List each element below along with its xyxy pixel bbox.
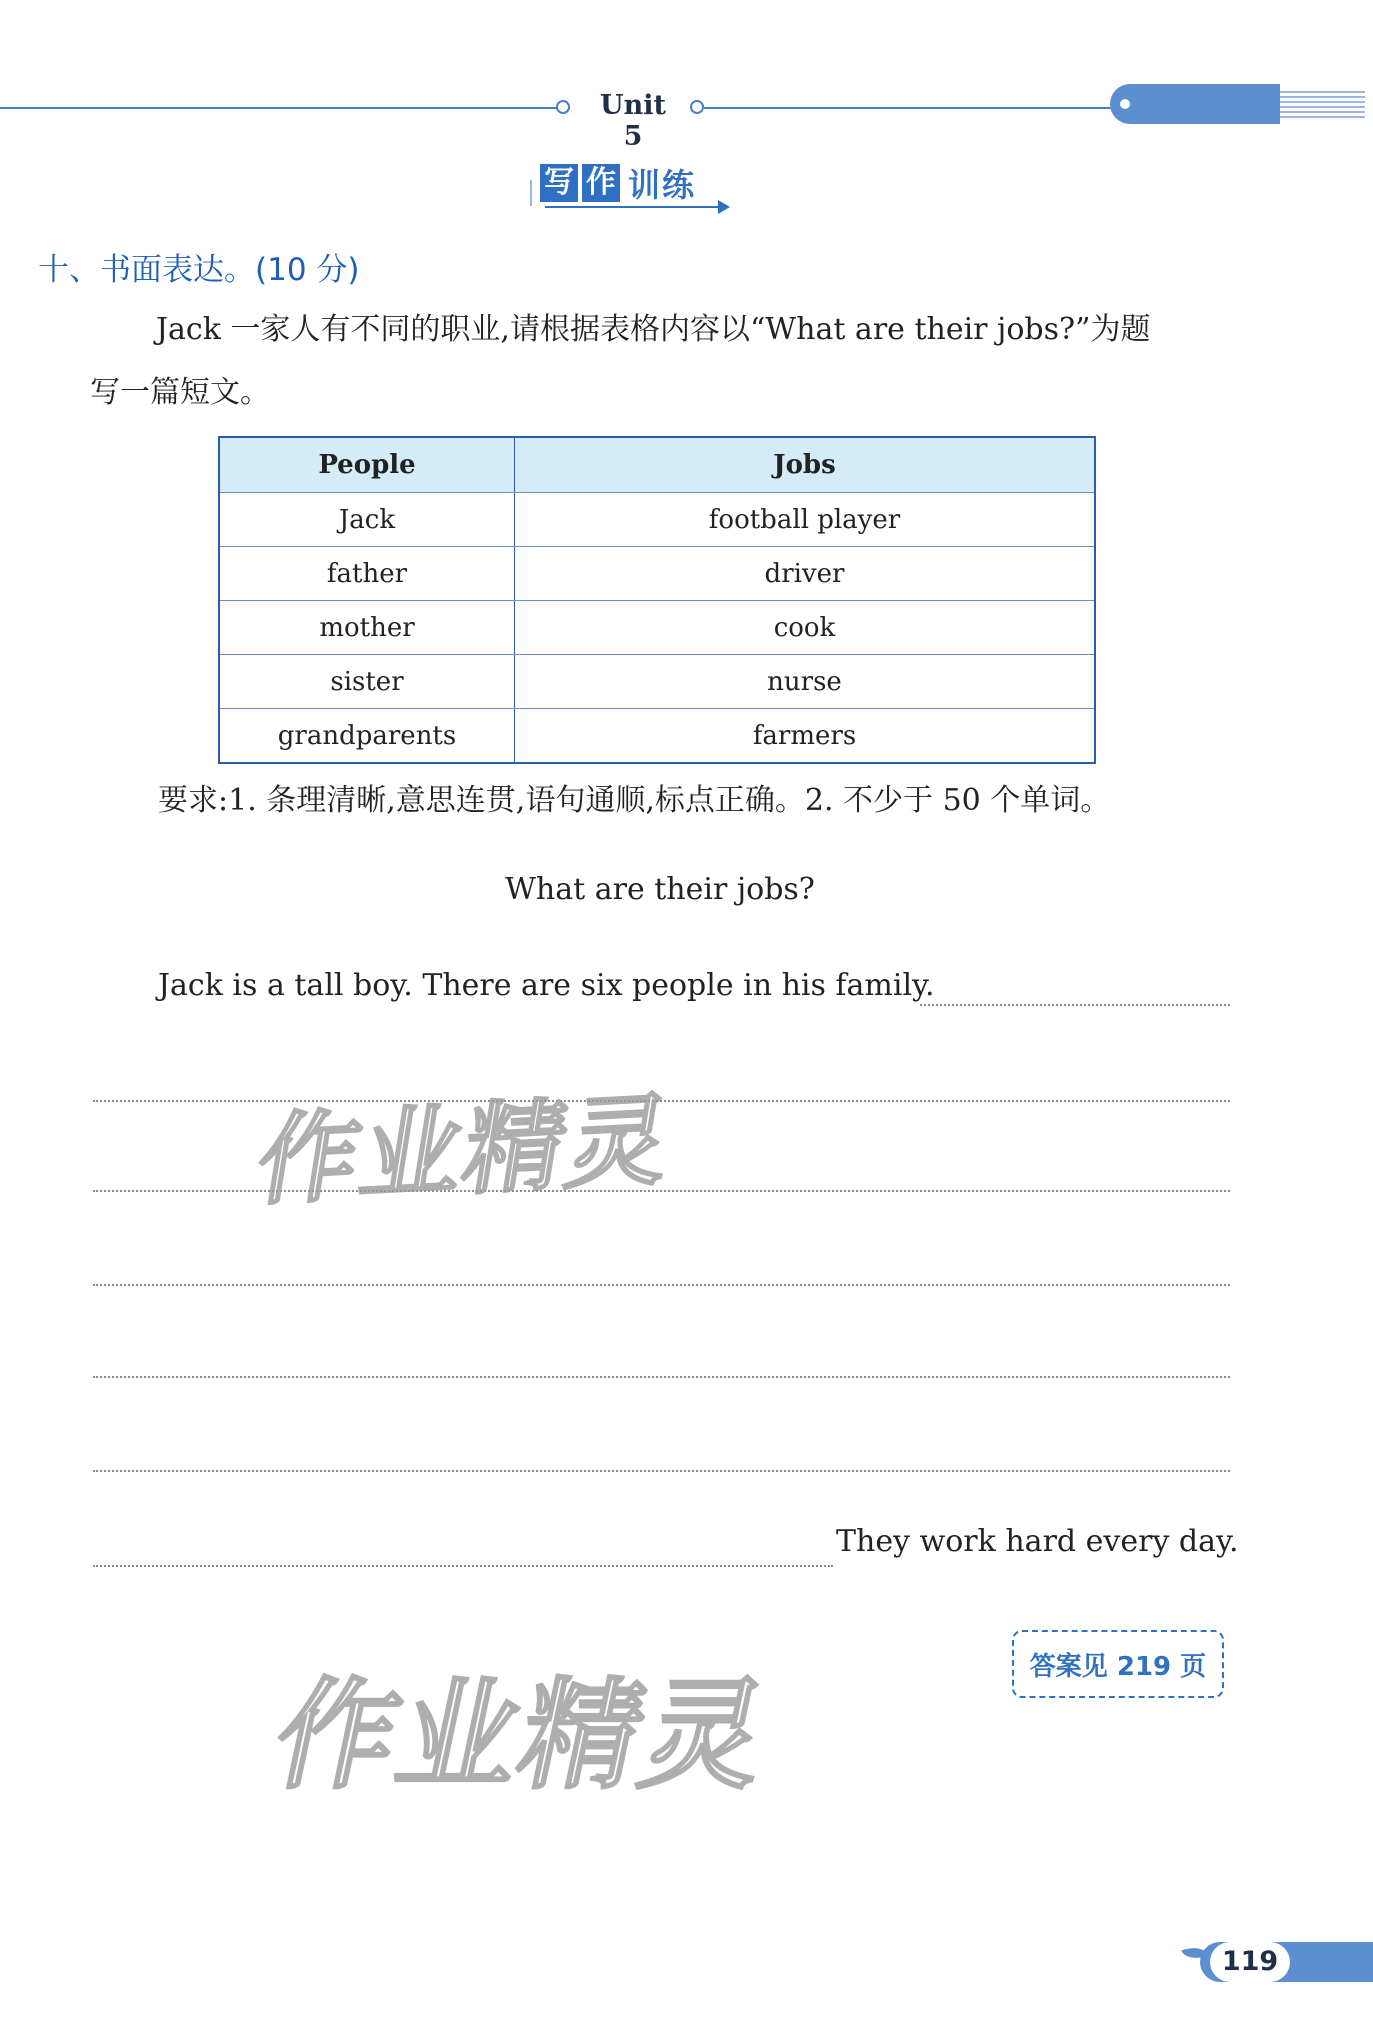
essay-opening: Jack is a tall boy. There are six people in his family.	[158, 968, 935, 1003]
table-row	[219, 655, 1095, 709]
table-cell-job: farmers	[515, 709, 1096, 764]
table-row	[219, 493, 1095, 547]
table-cell-job: nurse	[515, 655, 1096, 709]
table-cell-job: cook	[515, 601, 1096, 655]
header-circle-right-icon	[690, 100, 704, 114]
badge-decoration	[530, 180, 538, 206]
watermark: 作业精灵	[249, 1081, 680, 1220]
header-tab	[1110, 84, 1280, 124]
table-cell-person: sister	[219, 655, 515, 709]
header-rule-left	[0, 107, 560, 109]
section-badge	[540, 160, 696, 206]
writing-line[interactable]	[93, 1284, 1230, 1286]
page-number: 119	[1210, 1942, 1290, 1982]
answer-reference: 答案见 219 页	[1012, 1630, 1224, 1698]
unit-label: Unit 5	[600, 90, 666, 152]
badge-char-1: 写	[540, 164, 578, 202]
table-header-row	[219, 437, 1095, 493]
writing-line[interactable]	[93, 1565, 833, 1567]
header-rule-right	[704, 107, 1114, 109]
table-cell-person: father	[219, 547, 515, 601]
table-cell-person: grandparents	[219, 709, 515, 764]
table-cell-person: Jack	[219, 493, 515, 547]
question-title: 十、书面表达。(10 分)	[38, 252, 360, 288]
table-cell-job: driver	[515, 547, 1096, 601]
header-circle-left-icon	[556, 100, 570, 114]
essay-closing: They work hard every day.	[836, 1524, 1239, 1559]
badge-char-2: 作	[582, 164, 620, 202]
essay-title: What are their jobs?	[505, 872, 815, 907]
writing-line[interactable]	[920, 1004, 1230, 1006]
badge-arrowhead-icon	[718, 200, 730, 214]
table-header-people: People	[219, 437, 515, 493]
table-row	[219, 547, 1095, 601]
instruction-line-2: 写一篇短文。	[90, 375, 270, 410]
watermark: 作业精灵	[262, 1667, 781, 1806]
requirements-text: 要求:1. 条理清晰,意思连贯,语句通顺,标点正确。2. 不少于 50 个单词。	[158, 783, 1111, 818]
table-header-jobs: Jobs	[515, 437, 1096, 493]
table-row	[219, 601, 1095, 655]
table-cell-job: football player	[515, 493, 1096, 547]
table-row	[219, 709, 1095, 764]
badge-arrow-icon	[545, 206, 725, 208]
header-stripes	[1280, 88, 1365, 120]
badge-text: 训练	[628, 166, 697, 204]
instruction-line-1: Jack 一家人有不同的职业,请根据表格内容以“What are their jobs?”为题	[156, 312, 1151, 347]
tab-dot-icon	[1120, 99, 1130, 109]
table-cell-person: mother	[219, 601, 515, 655]
writing-line[interactable]	[93, 1376, 1230, 1378]
writing-line[interactable]	[93, 1470, 1230, 1472]
jobs-table	[218, 436, 1096, 764]
